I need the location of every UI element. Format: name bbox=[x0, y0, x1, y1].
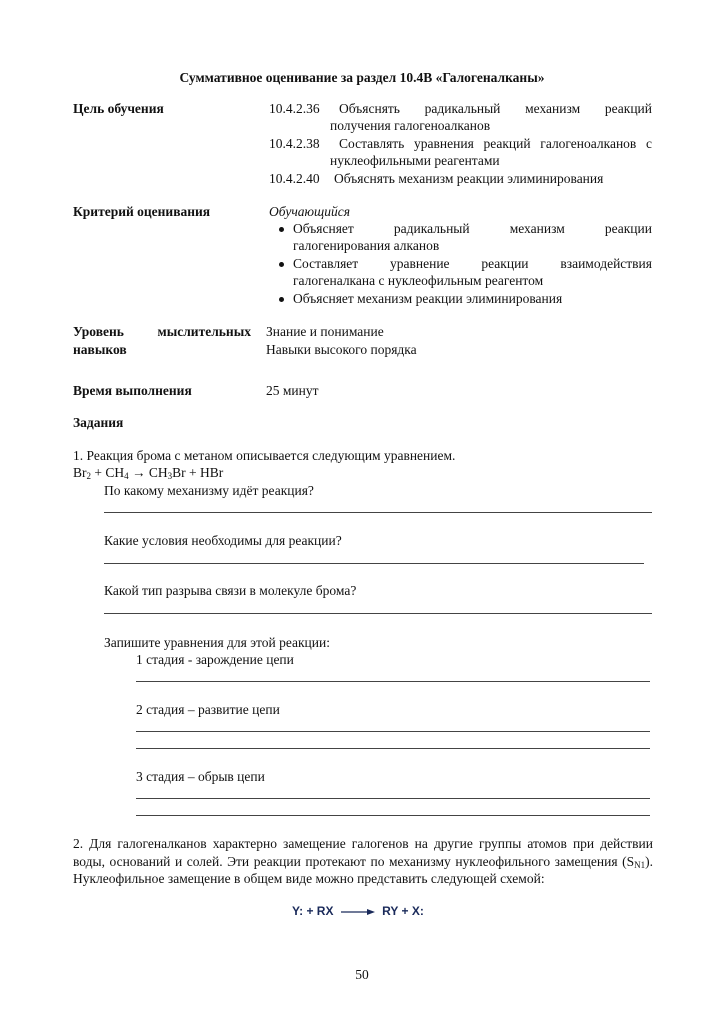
eq-sub: 2 bbox=[86, 471, 91, 481]
question-2: Какие условия необходимы для реакции? bbox=[104, 533, 342, 548]
goal-text-line: нуклеофильными реагентами bbox=[330, 153, 500, 168]
criteria-intro: Обучающийся bbox=[269, 204, 351, 219]
eq-part: → CH bbox=[128, 465, 168, 480]
goal-label: Цель обучения bbox=[73, 101, 164, 116]
scheme-left: Y: + RX bbox=[292, 904, 334, 918]
eq-part: + CH bbox=[91, 465, 125, 480]
substitution-scheme bbox=[292, 904, 424, 920]
arrow-right-icon bbox=[341, 908, 375, 916]
answer-line[interactable] bbox=[104, 613, 652, 614]
question-4: Запишите уравнения для этой реакции: bbox=[104, 635, 330, 650]
skills-value: Навыки высокого порядка bbox=[266, 342, 417, 357]
answer-line[interactable] bbox=[104, 563, 644, 564]
stage-3: 3 стадия – обрыв цепи bbox=[136, 769, 265, 784]
answer-line[interactable] bbox=[104, 512, 652, 513]
page-title: Суммативное оценивание за раздел 10.4В «Галогеналканы» bbox=[179, 70, 545, 85]
task2-text: ). Нуклеофильное замещение в общем виде можно представить следующей схемой: bbox=[73, 853, 653, 887]
time-value: 25 минут bbox=[266, 383, 319, 398]
stage-1: 1 стадия - зарождение цепи bbox=[136, 652, 294, 667]
goal-code: 10.4.2.40 bbox=[269, 171, 320, 186]
answer-line[interactable] bbox=[136, 731, 650, 732]
question-1: По какому механизму идёт реакция? bbox=[104, 483, 314, 498]
criteria-text-line: Объясняет механизм реакции элиминирования bbox=[293, 291, 563, 306]
task1-equation bbox=[73, 464, 223, 482]
scheme-right: RY + X: bbox=[382, 904, 424, 918]
task2-text: 2. Для галогеналканов характерно замещение галогенов на другие группы атомов при действии воды, оснований и солей. Эти реакции протекают по механизму нуклеофильного замещения (S bbox=[73, 836, 653, 869]
eq-sub: 4 bbox=[124, 471, 129, 481]
goal-text-line: Объяснять радикальный механизм реакций bbox=[339, 101, 652, 116]
goal-text-line: Объяснять механизм реакции элиминирования bbox=[334, 171, 604, 186]
goal-text-line: Составлять уравнения реакций галогеноалканов с bbox=[339, 136, 652, 151]
goal-text-line: получения галогеноалканов bbox=[330, 118, 491, 133]
skills-label-word2: мыслительных bbox=[157, 324, 251, 339]
goal-code: 10.4.2.38 bbox=[269, 136, 320, 151]
task2-sub: N1 bbox=[634, 859, 646, 870]
skills-value: Знание и понимание bbox=[266, 324, 384, 339]
bullet-icon bbox=[279, 297, 284, 302]
bullet-icon bbox=[279, 227, 284, 232]
criteria-text-line: галогенирования алканов bbox=[293, 238, 440, 253]
goal-code: 10.4.2.36 bbox=[269, 101, 320, 116]
criteria-text-line: галогеналкана с нуклеофильным реагентом bbox=[293, 273, 544, 288]
criteria-label: Критерий оценивания bbox=[73, 204, 211, 219]
eq-sub: 3 bbox=[167, 471, 173, 481]
task2-paragraph bbox=[73, 835, 653, 888]
tasks-heading: Задания bbox=[73, 415, 124, 430]
stage-2: 2 стадия – развитие цепи bbox=[136, 702, 280, 717]
task1-intro: 1. Реакция брома с метаном описывается следующим уравнением. bbox=[73, 448, 456, 463]
answer-line[interactable] bbox=[136, 681, 650, 682]
question-3: Какой тип разрыва связи в молекуле брома? bbox=[104, 583, 357, 598]
criteria-text-line: Объясняет радикальный механизм реакции bbox=[293, 221, 652, 236]
answer-line[interactable] bbox=[136, 815, 650, 816]
answer-line[interactable] bbox=[136, 748, 650, 749]
skills-label-word1: Уровень bbox=[73, 324, 124, 339]
page-number: 50 bbox=[355, 967, 369, 982]
bullet-icon bbox=[279, 262, 284, 267]
criteria-text-line: Составляет уравнение реакции взаимодействия bbox=[293, 256, 652, 271]
time-label: Время выполнения bbox=[73, 383, 192, 398]
skills-label-line2: навыков bbox=[73, 342, 127, 357]
answer-line[interactable] bbox=[136, 798, 650, 799]
eq-part: Br + HBr bbox=[172, 465, 224, 480]
eq-part: Br bbox=[73, 465, 87, 480]
